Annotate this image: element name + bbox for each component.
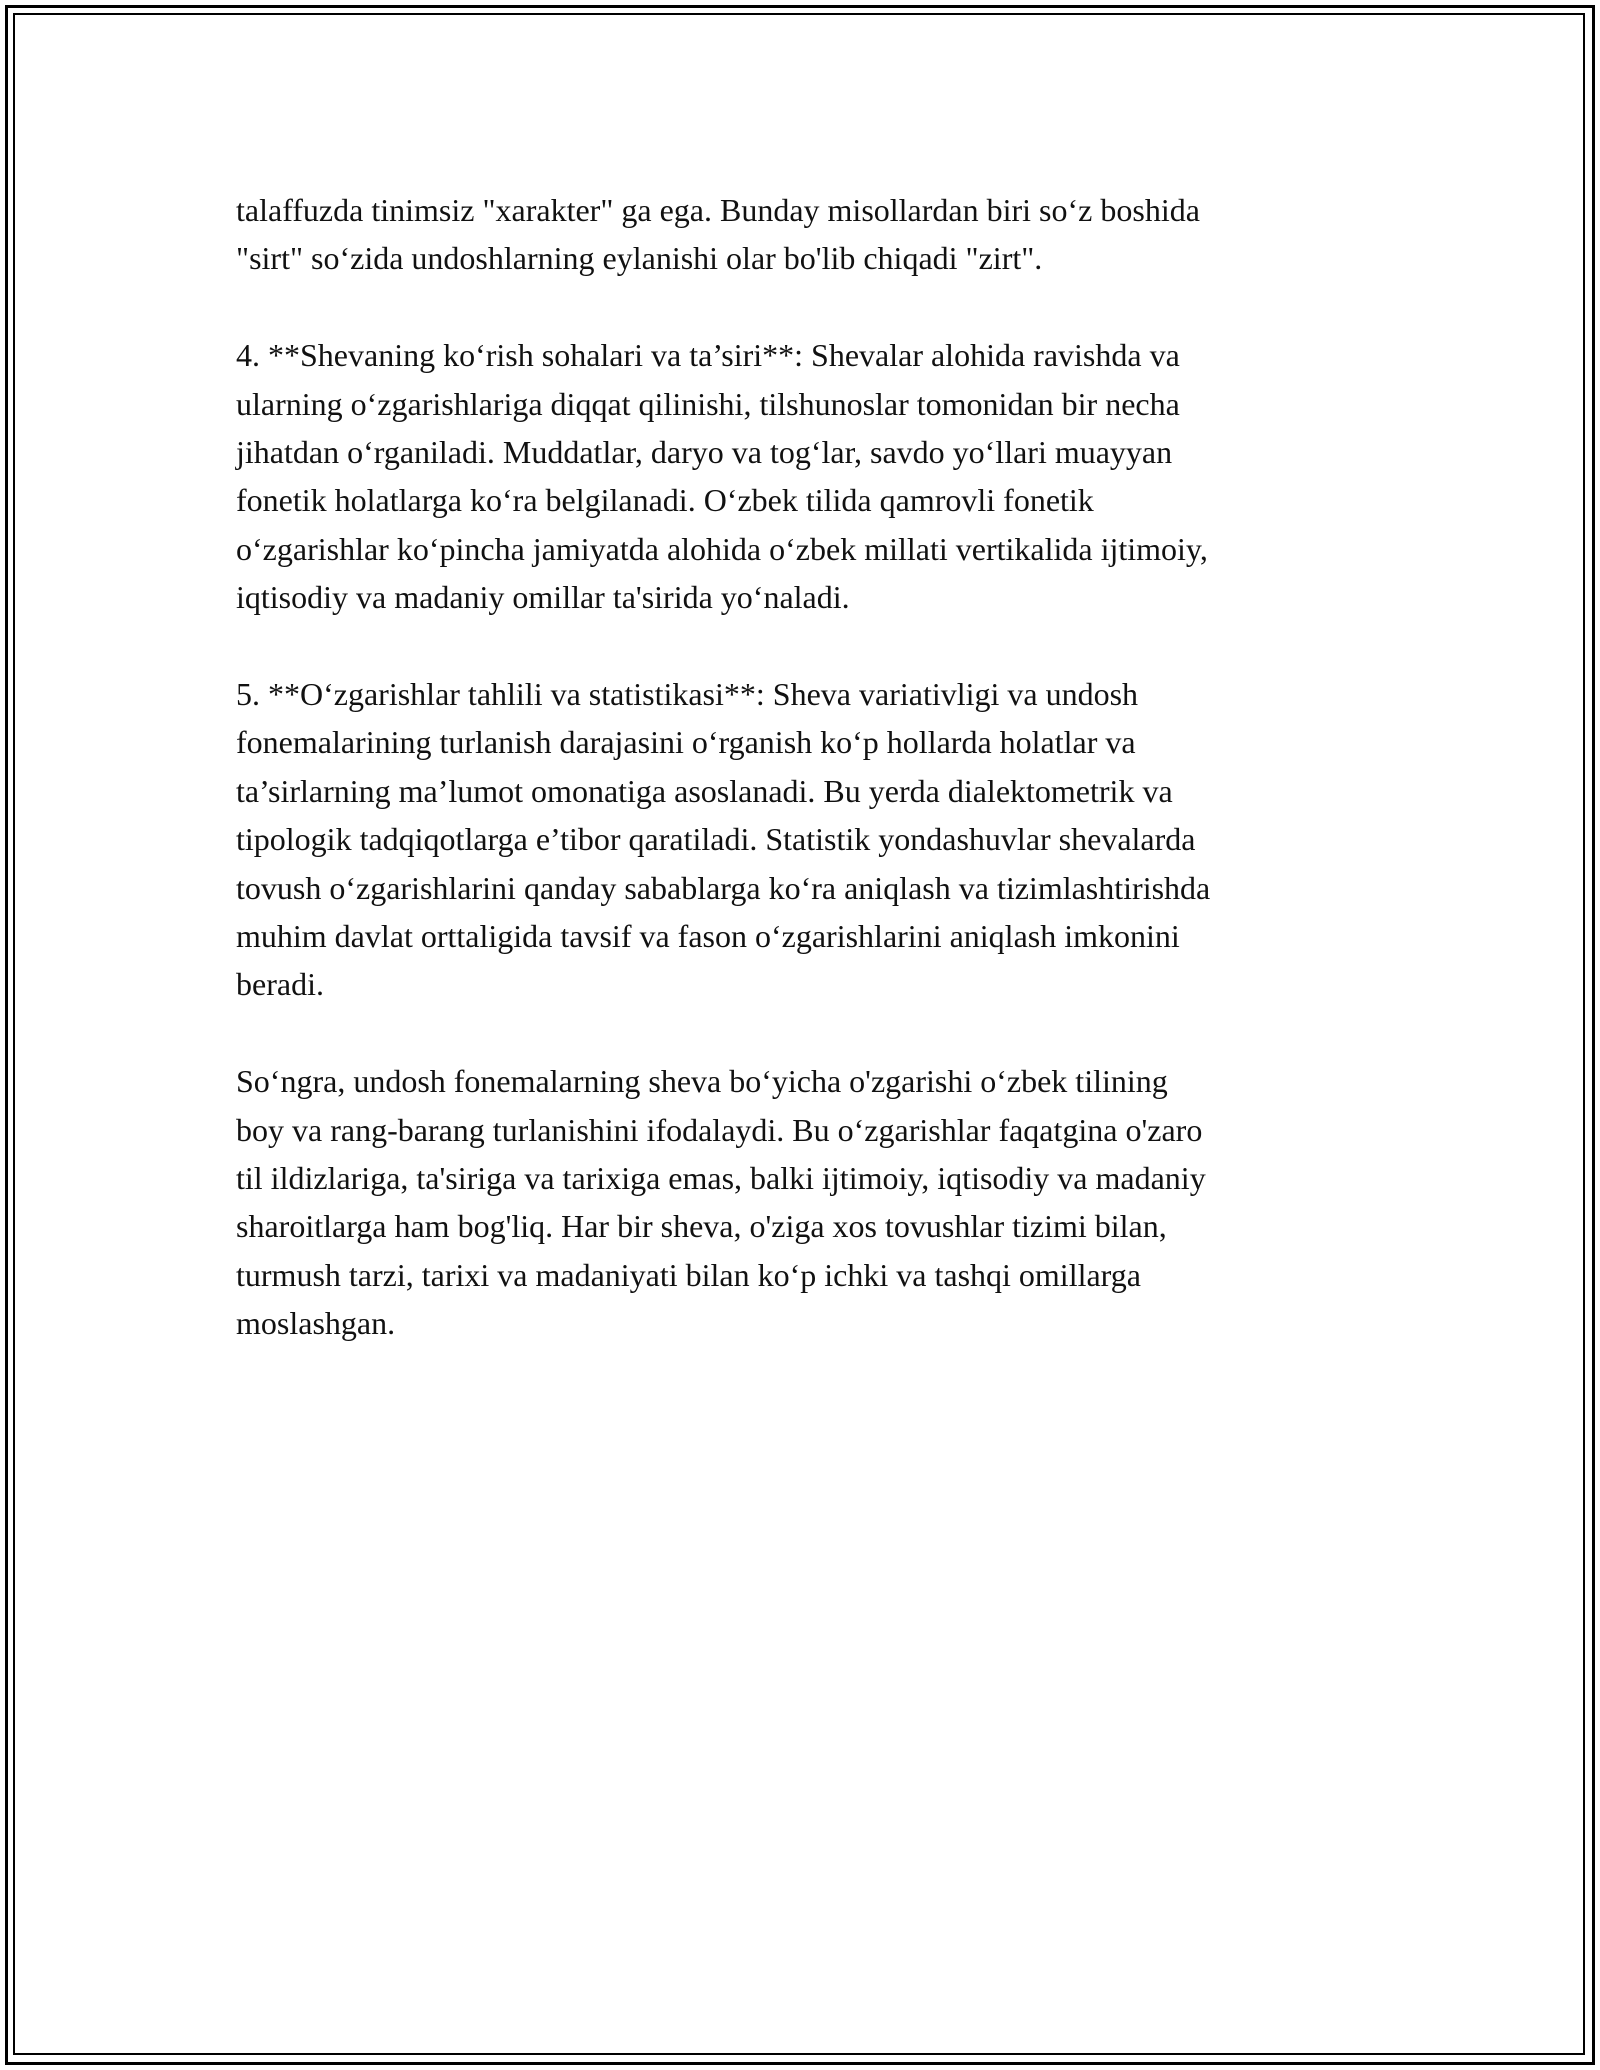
- text-line: talaffuzda tinimsiz "xarakter" ga ega. Bunday misollardan biri so‘z boshida: [236, 192, 1200, 228]
- document-body: [236, 186, 1366, 1348]
- text-line: 5. **O‘zgarishlar tahlili va statistikasi**: Sheva variativligi va undosh: [236, 676, 1139, 713]
- text-line: muhim davlat orttaligida tavsif va fason o‘zgarishlarini aniqlash imkonini: [236, 918, 1180, 955]
- text-line: 4. **Shevaning ko‘rish sohalari va ta’siri**: Shevalar alohida ravishda va: [236, 337, 1180, 374]
- paragraph-conclusion: [236, 1057, 1366, 1347]
- text-line: fonemalarining turlanish darajasini o‘rganish ko‘p hollarda holatlar va: [236, 724, 1136, 761]
- paragraph-point-4: [236, 331, 1366, 621]
- text-line: til ildizlariga, ta'siriga va tarixiga emas, balki ijtimoiy, iqtisodiy va madaniy: [236, 1160, 1206, 1197]
- text-line: turmush tarzi, tarixi va madaniyati bilan ko‘p ichki va tashqi omillarga: [236, 1256, 1141, 1293]
- text-line: beradi.: [236, 966, 324, 1003]
- text-line: moslashgan.: [236, 1305, 396, 1342]
- text-line: fonetik holatlarga ko‘ra belgilanadi. O‘zbek tilida qamrovli fonetik: [236, 482, 1094, 519]
- text-line: "sirt" so‘zida undoshlarning eylanishi olar bo'lib chiqadi "zirt".: [236, 240, 1043, 277]
- text-line: ta’sirlarning ma’lumot omonatiga asoslanadi. Bu yerda dialektometrik va: [236, 772, 1173, 809]
- text-line: o‘zgarishlar ko‘pincha jamiyatda alohida o‘zbek millati vertikalida ijtimoiy,: [236, 530, 1208, 567]
- text-line: sharoitlarga ham bog'liq. Har bir sheva, o'ziga xos tovushlar tizimi bilan,: [236, 1208, 1167, 1245]
- text-line: tipologik tadqiqotlarga e’tibor qaratiladi. Statistik yondashuvlar shevalarda: [236, 821, 1196, 858]
- paragraph-point-5: [236, 670, 1366, 1009]
- text-line: jihatdan o‘rganiladi. Muddatlar, daryo va tog‘lar, savdo yo‘llari muayyan: [236, 434, 1173, 471]
- text-line: tovush o‘zgarishlarini qanday sabablarga ko‘ra aniqlash va tizimlashtirishda: [236, 869, 1211, 906]
- text-line: boy va rang-barang turlanishini ifodalaydi. Bu o‘zgarishlar faqatgina o'zaro: [236, 1111, 1203, 1148]
- text-line: ularning o‘zgarishlariga diqqat qilinishi, tilshunoslar tomonidan bir necha: [236, 385, 1180, 422]
- text-line: iqtisodiy va madaniy omillar ta'sirida yo‘naladi.: [236, 579, 850, 616]
- text-line: So‘ngra, undosh fonemalarning sheva bo‘yicha o'zgarishi o‘zbek tilining: [236, 1063, 1168, 1100]
- paragraph-continuation: [236, 186, 1366, 283]
